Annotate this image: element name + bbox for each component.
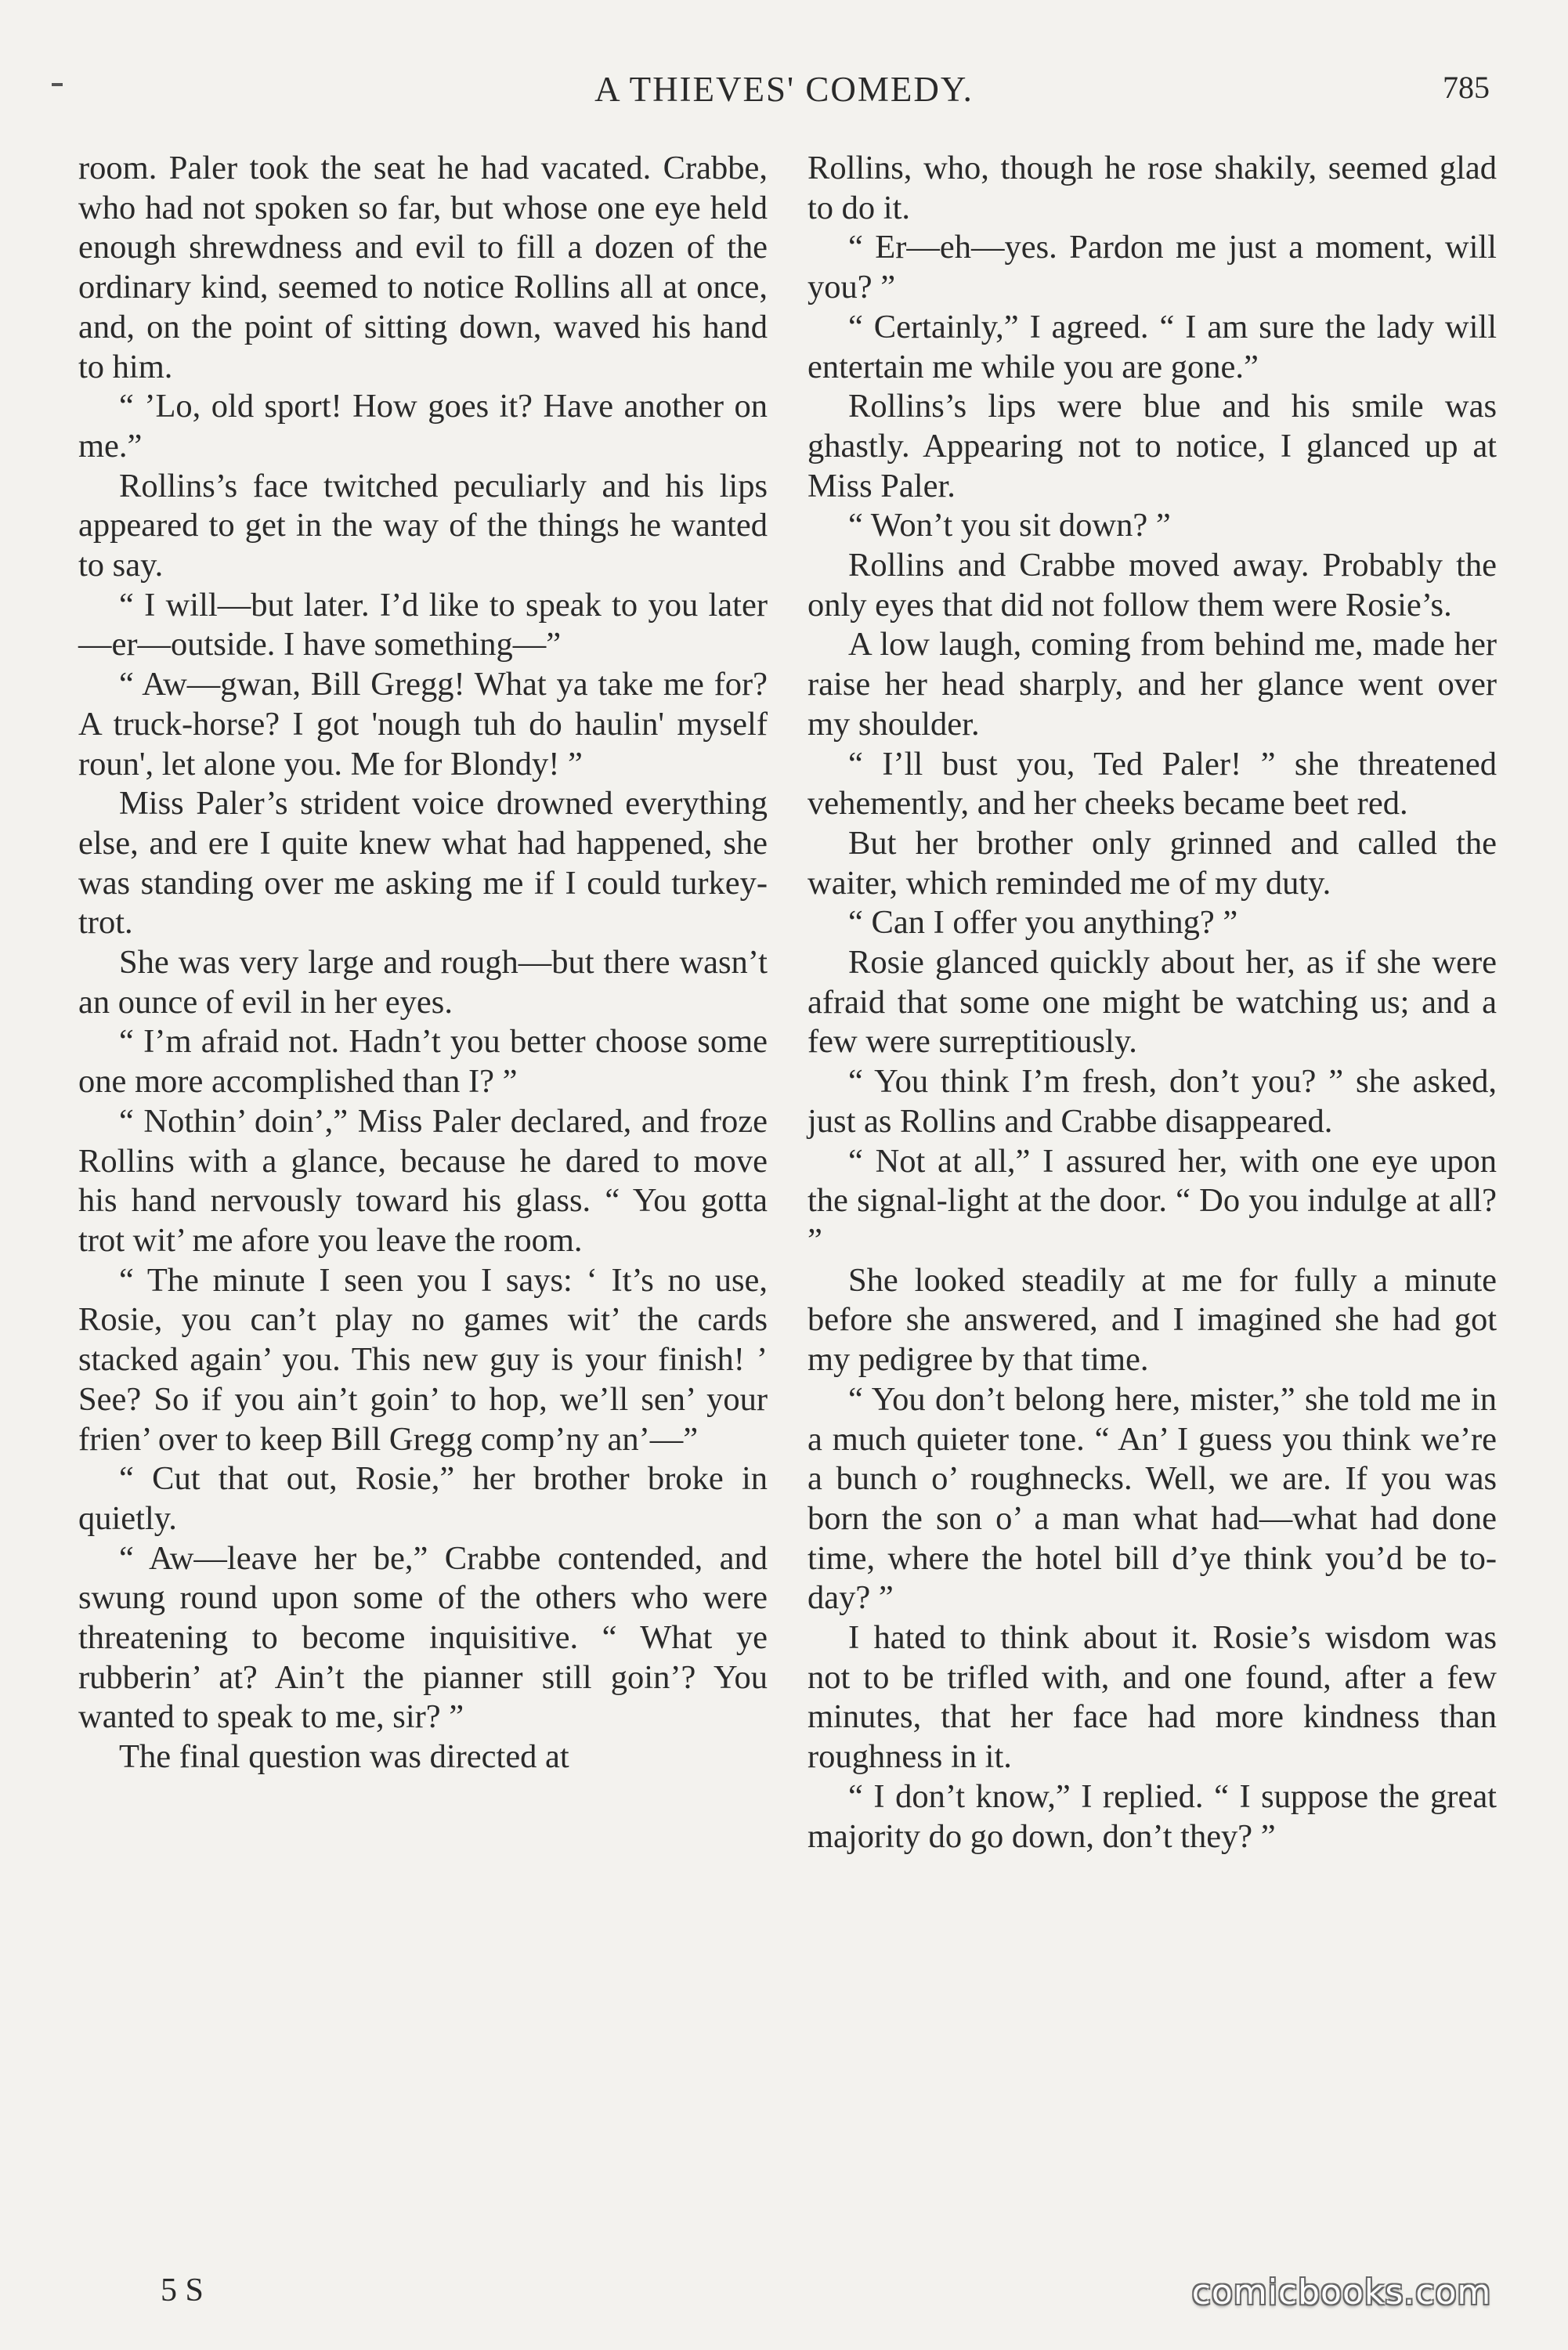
paragraph: Miss Paler’s strident voice drowned everything else, and ere I quite knew what had happened, she was standing over me asking me if I could turkey-trot. [78, 785, 768, 942]
paragraph: The final question was directed at [119, 1738, 569, 1776]
paragraph: But her brother only grinned and called the waiter, which reminded me of my duty. [807, 824, 1497, 902]
running-title: A THIEVES' COMEDY. [594, 70, 974, 109]
running-header [78, 69, 1490, 116]
paragraph: A low laugh, coming from behind me, made her raise her head sharply, and her glance went over my shoulder. [807, 626, 1497, 743]
paragraph: “ You don’t belong here, mister,” she told me in a much quieter tone. “ An’ I guess you think we’re a bunch o’ roughnecks. Well, we are. If you was born the son o’ a man what had—what had done time, where the hotel bill d’ye think you’d be to-day? ” [807, 1380, 1497, 1617]
paragraph: “ Won’t you sit down? ” [848, 507, 1171, 544]
paragraph: Rollins’s face twitched peculiarly and his lips appeared to get in the way of the things he wanted to say. [78, 467, 768, 584]
signature-mark: 5 S [161, 2272, 204, 2308]
paragraph: “ Nothin’ doin’,” Miss Paler declared, and froze Rollins with a glance, because he dared to move his hand nervously toward his glass. “ You gotta trot wit’ me afore you leave the room. [78, 1102, 768, 1259]
paragraph: “ Not at all,” I assured her, with one eye upon the signal-light at the door. “ Do you indulge at all? ” [807, 1142, 1497, 1259]
paragraph: room. Paler took the seat he had vacated. Crabbe, who had not spoken so far, but whose one eye held enough shrewdness and evil to fill a dozen of the ordinary kind, seemed to notice Rollins all at once, and, on the point of sitting down, waved his hand to him. [78, 150, 768, 385]
paragraph: “ I will—but later. I’d like to speak to you later—er—outside. I have something—” [78, 586, 768, 663]
paragraph: “ I’ll bust you, Ted Paler! ” she threatened vehemently, and her cheeks became beet red. [807, 745, 1497, 822]
paragraph: She looked steadily at me for fully a minute before she answered, and I imagined she had got my pedigree by that time. [807, 1261, 1497, 1379]
paragraph: “ I don’t know,” I replied. “ I suppose the great majority do go down, don’t they? ” [807, 1777, 1497, 1855]
paragraph: Rollins’s lips were blue and his smile was ghastly. Appearing not to notice, I glanced up at Miss Paler. [807, 388, 1497, 504]
margin-dash-mark [52, 83, 63, 86]
paragraph: “ ’Lo, old sport! How goes it? Have another on me.” [78, 388, 768, 465]
text-column-right [807, 149, 1497, 1856]
paragraph: “ Can I offer you anything? ” [848, 904, 1238, 942]
paragraph: “ You think I’m fresh, don’t you? ” she asked, just as Rollins and Crabbe disappeared. [807, 1063, 1497, 1140]
paragraph: “ Cut that out, Rosie,” her brother broke in quietly. [78, 1460, 768, 1537]
paragraph: Rollins and Crabbe moved away. Probably the only eyes that did not follow them were Rosie’s. [807, 547, 1497, 624]
paragraph: She was very large and rough—but there wasn’t an ounce of evil in her eyes. [78, 944, 768, 1021]
watermark-logo: comicbooks.com [1191, 2272, 1492, 2312]
paragraph: “ I’m afraid not. Hadn’t you better choose some one more accomplished than I? ” [78, 1023, 768, 1101]
paragraph: “ The minute I seen you I says: ‘ It’s no use, Rosie, you can’t play no games wit’ the cards stacked again’ you. This new guy is your finish! ’ See? So if you ain’t goin’ to hop, we’ll sen’ your frien’ over to keep Bill Gregg comp’ny an’—” [78, 1261, 768, 1458]
paragraph: Rollins, who, though he rose shakily, seemed glad to do it. [807, 150, 1497, 226]
paragraph: Rosie glanced quickly about her, as if she were afraid that some one might be watching us; and a few were surreptitiously. [807, 944, 1497, 1061]
text-column-left [78, 149, 768, 1777]
page-number: 785 [1443, 70, 1490, 105]
paragraph: I hated to think about it. Rosie’s wisdom was not to be trifled with, and one found, after a few minutes, that her face had more kindness than roughness in it. [807, 1619, 1497, 1776]
paragraph: “ Certainly,” I agreed. “ I am sure the lady will entertain me while you are gone.” [807, 308, 1497, 385]
paragraph: “ Er—eh—yes. Pardon me just a moment, will you? ” [807, 229, 1497, 306]
paragraph: “ Aw—leave her be,” Crabbe contended, and swung round upon some of the others who were threatening to become inquisitive. “ What ye rubberin’ at? Ain’t the pianner still goin’? You wanted to speak to me, sir? ” [78, 1539, 768, 1736]
paragraph: “ Aw—gwan, Bill Gregg! What ya take me for? A truck-horse? I got 'nough tuh do haulin' myself roun', let alone you. Me for Blondy! ” [78, 666, 768, 783]
